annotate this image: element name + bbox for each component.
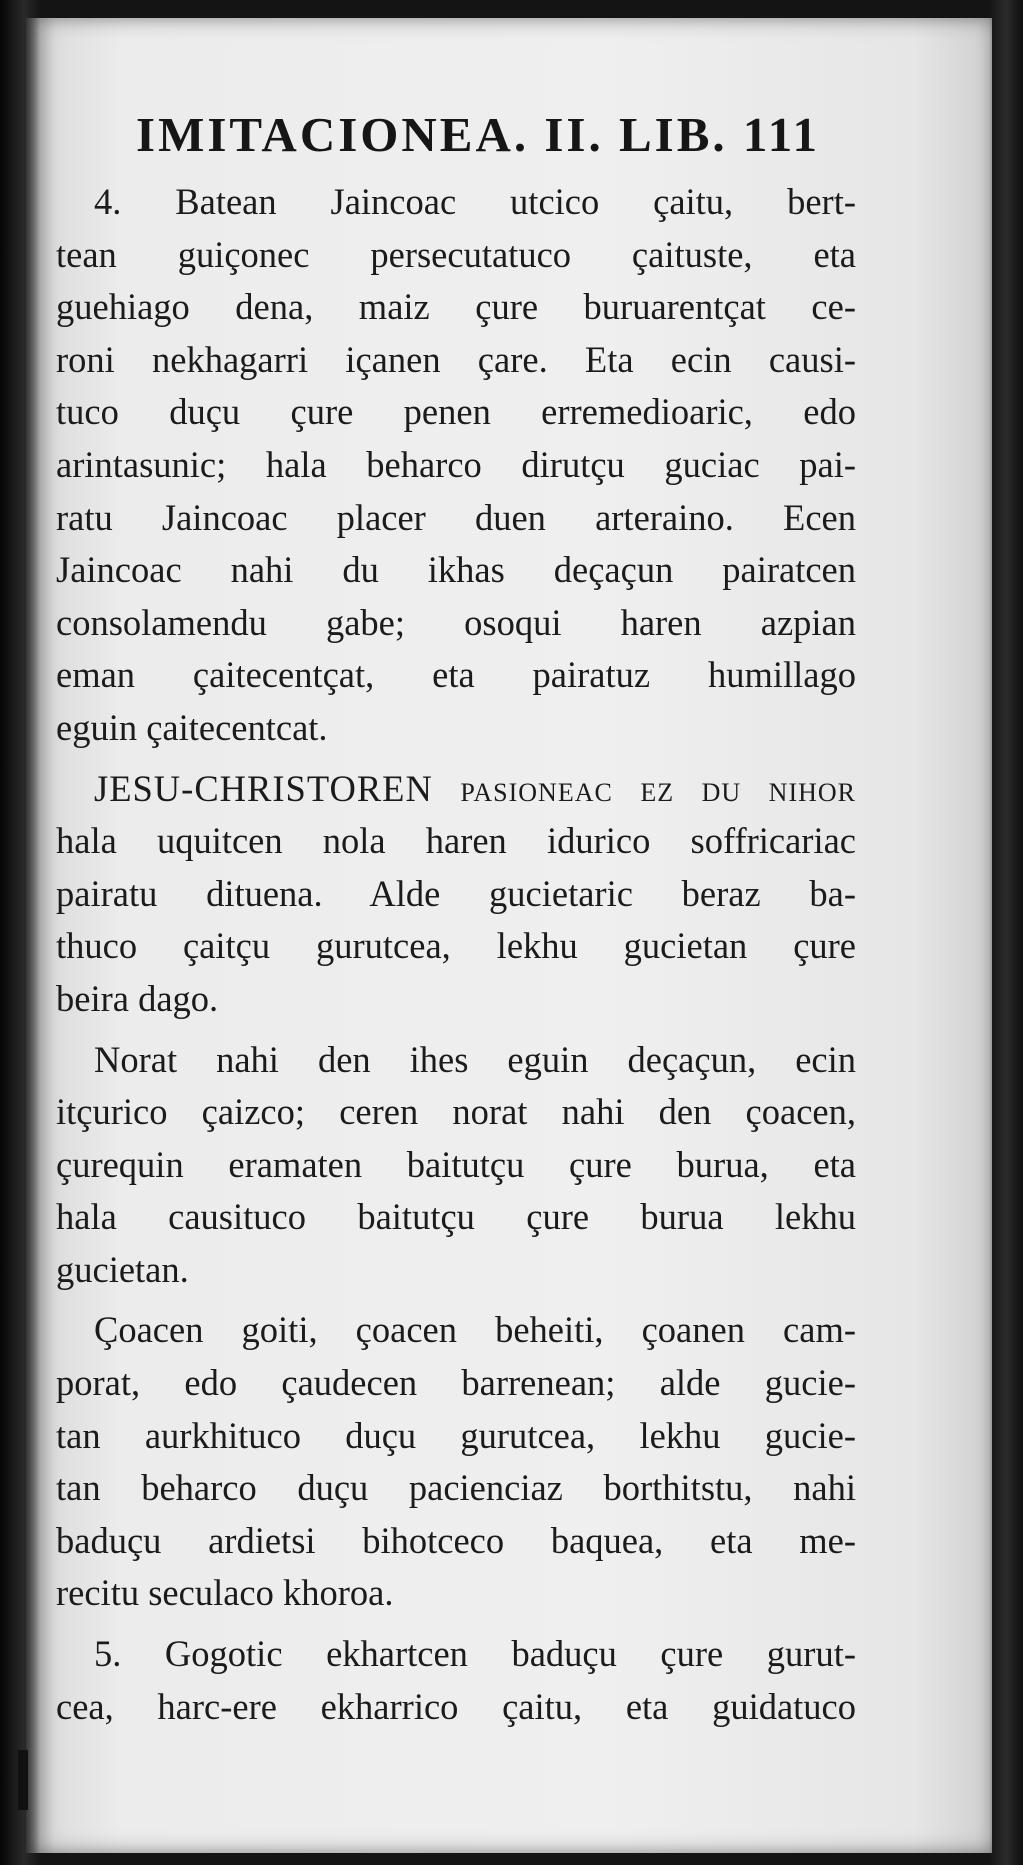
text-line: thuco çaitçu gurutcea, lekhu gucietan çure [56, 925, 856, 967]
text-line: eguin çaitecentcat. [56, 706, 328, 748]
text-line: 5. Gogotic ekhartcen baduçu çure gurut- [94, 1633, 856, 1675]
text-line: eman çaitecentçat, eta pairatuz humillago [56, 654, 856, 696]
text-line: porat, edo çaudecen barrenean; alde gucie- [56, 1362, 856, 1404]
running-header: IMITACIONEA. II. LIB. 111 [136, 107, 821, 162]
text-line: ratu Jaincoac placer duen arteraino. Ecen [56, 496, 856, 538]
text-line: tuco duçu çure penen erremedioaric, edo [56, 391, 856, 433]
page-text [56, 176, 856, 1741]
text-line: hala uquitcen nola haren idurico soffricariac [56, 820, 856, 862]
text-line: tan aurkhituco duçu gurutcea, lekhu gucie- [56, 1414, 856, 1456]
text-line: çurequin eramaten baitutçu çure burua, eta [56, 1143, 856, 1185]
text-line: pairatu dituena. Alde gucietaric beraz ba- [56, 872, 856, 914]
text-line: beira dago. [56, 977, 219, 1019]
paragraph-3 [56, 1034, 856, 1297]
text-line: tean guiçonec persecutatuco çaituste, eta [56, 233, 856, 275]
paragraph-1 [56, 176, 856, 755]
text-line: Çoacen goiti, çoacen beheiti, çoanen cam- [94, 1309, 856, 1351]
paragraph-5 [56, 1628, 856, 1733]
text-line: roni nekhagarri içanen çare. Eta ecin causi- [56, 338, 856, 380]
text-line: tan beharco duçu pacienciaz borthitstu, nahi [56, 1467, 856, 1509]
ink-mark [18, 1750, 28, 1810]
book-page [26, 18, 992, 1853]
text-line: itçurico çaizco; ceren norat nahi den çoacen, [56, 1091, 856, 1133]
text-line: Norat nahi den ihes eguin deçaçun, ecin [94, 1038, 856, 1080]
text-line: consolamendu gabe; osoqui haren azpian [56, 601, 856, 643]
text-line: Jaincoac nahi du ikhas deçaçun pairatcen [56, 549, 856, 591]
paragraph-4 [56, 1304, 856, 1620]
text-line: cea, harc-ere ekharrico çaitu, eta guidatuco [56, 1685, 856, 1727]
page-edge-shadow [989, 0, 1023, 1865]
text-line: arintasunic; hala beharco dirutçu guciac pai- [56, 443, 856, 485]
text-line: 4. Batean Jaincoac utcico çaitu, bert- [94, 181, 856, 222]
text-line: JESU-CHRISTOREN pasioneac ez du nihor [94, 767, 856, 809]
paragraph-2 [56, 763, 856, 1026]
text-line: gucietan. [56, 1248, 189, 1290]
text-line: guehiago dena, maiz çure buruarentçat ce- [56, 286, 856, 328]
text-line: recitu seculaco khoroa. [56, 1572, 394, 1614]
text-line: baduçu ardietsi bihotceco baquea, eta me- [56, 1519, 856, 1561]
text-line: hala causituco baitutçu çure burua lekhu [56, 1196, 856, 1238]
book-spine-shadow [0, 0, 40, 1865]
